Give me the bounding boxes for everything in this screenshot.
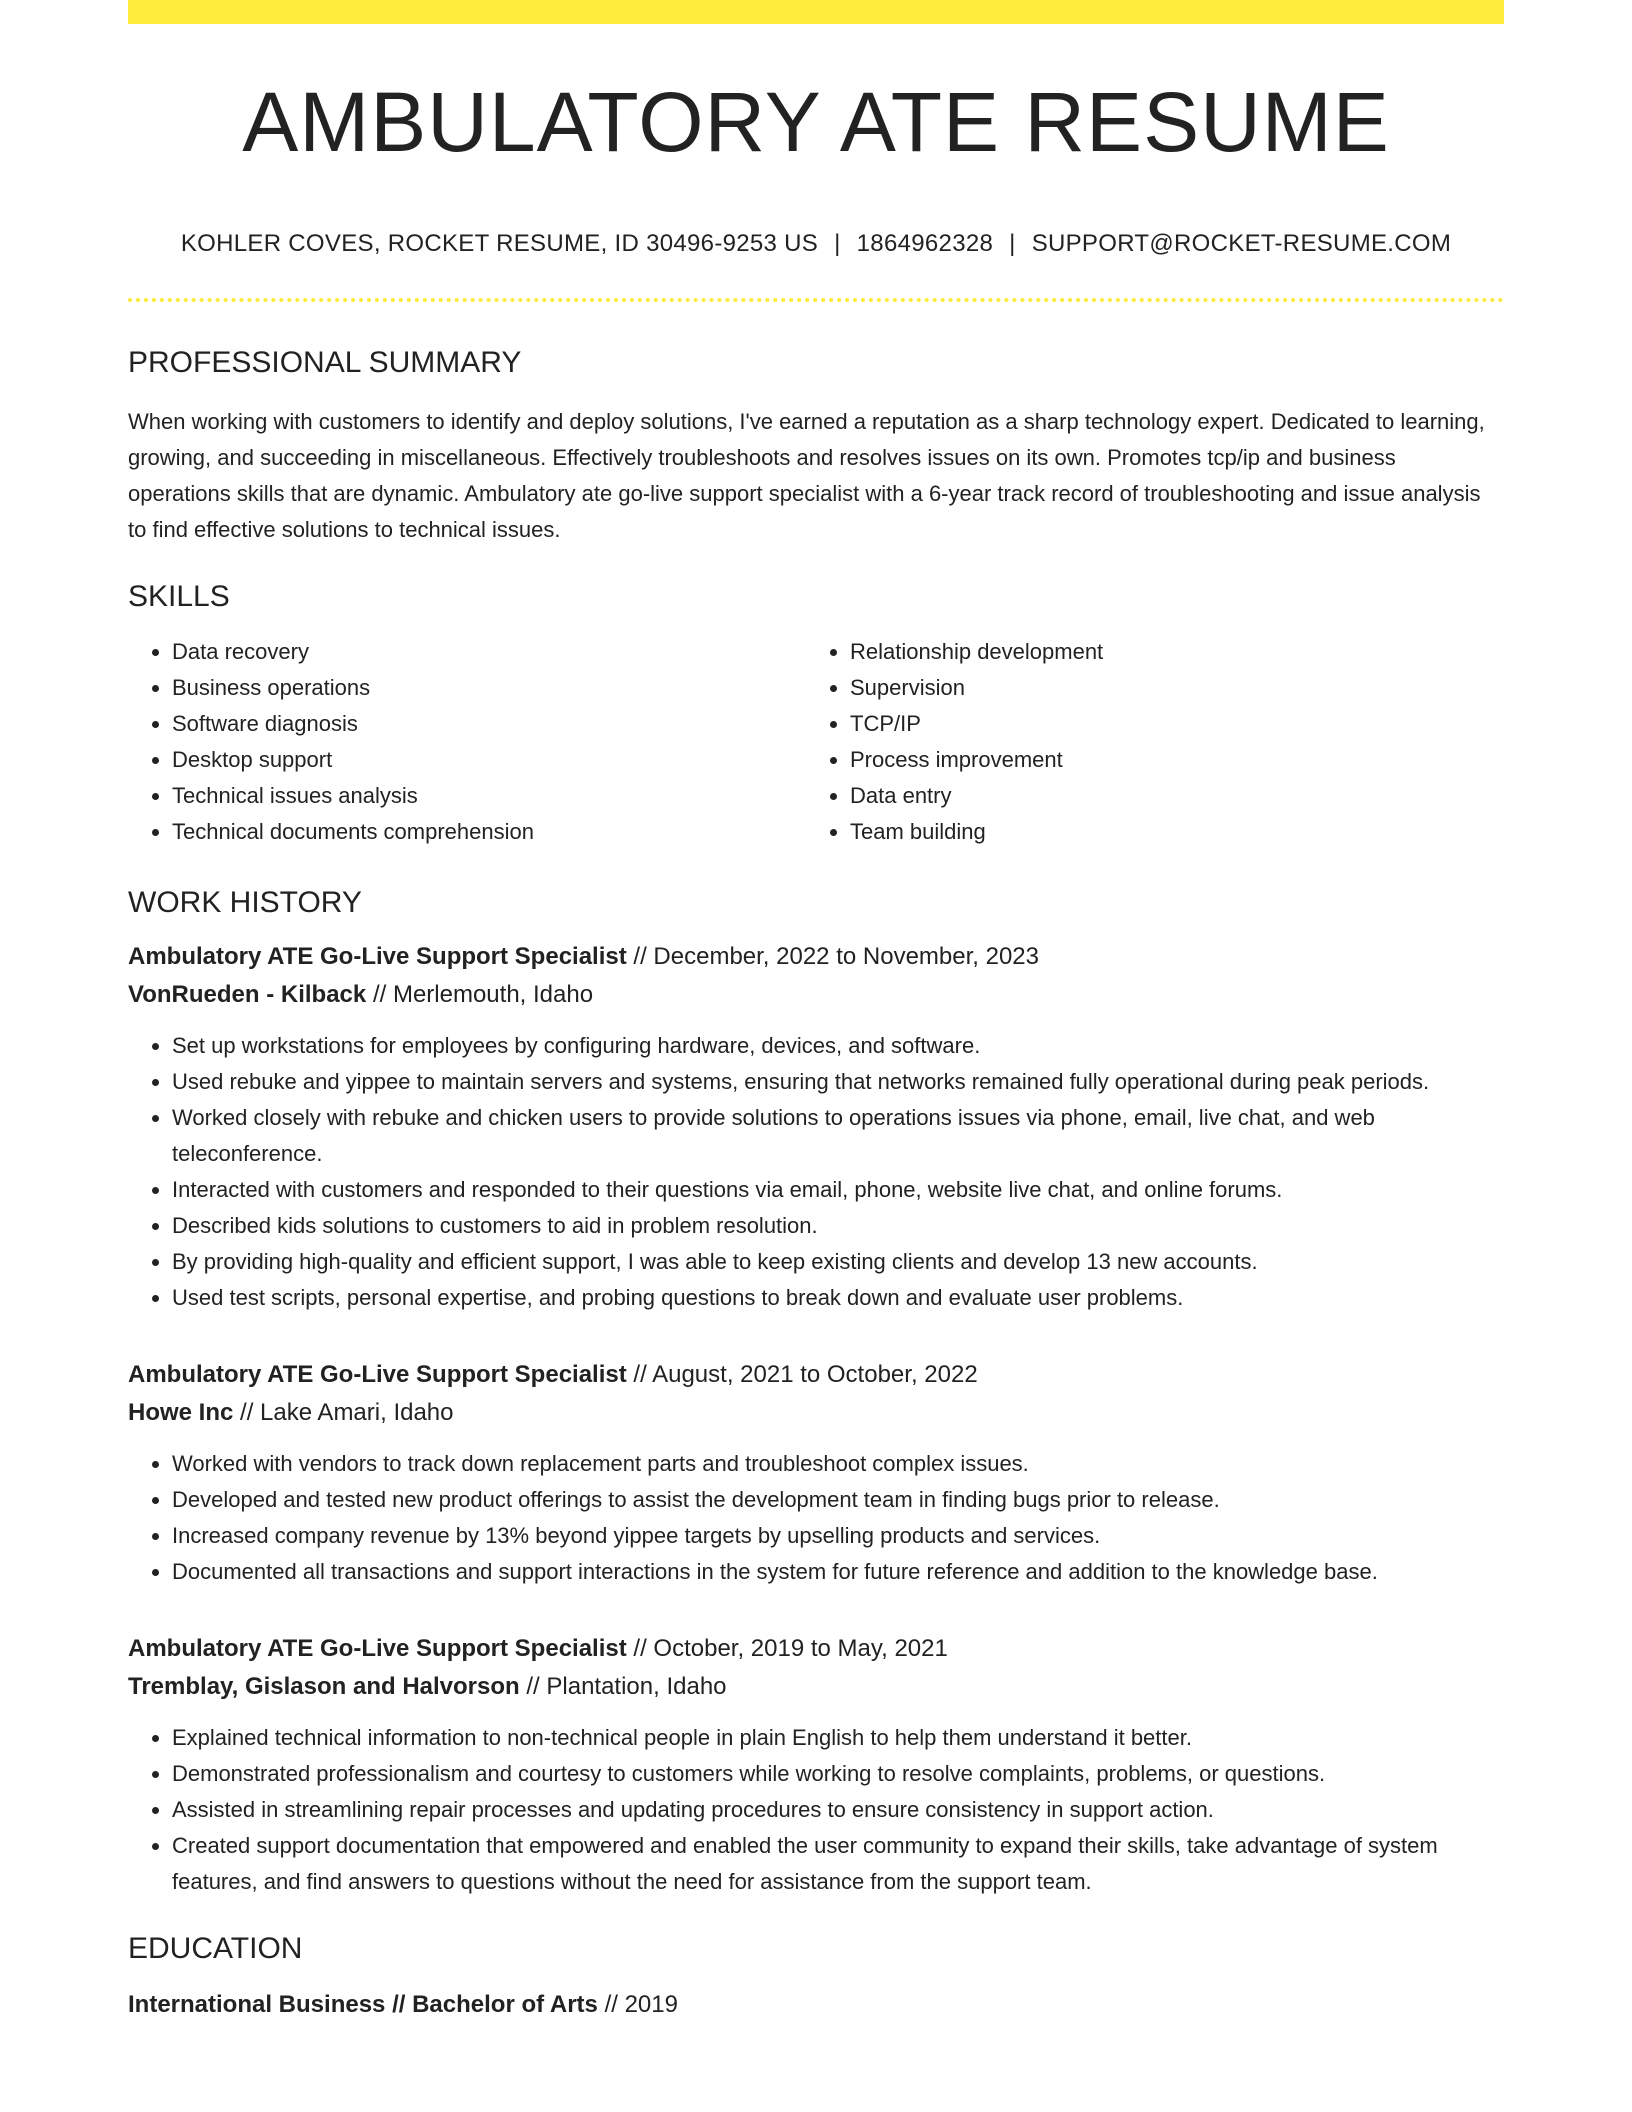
contact-email: SUPPORT@ROCKET-RESUME.COM — [1031, 230, 1452, 257]
job-bullets — [128, 1028, 1504, 1316]
education-separator: // — [604, 1991, 618, 2018]
skill-item: • Desktop support — [172, 742, 806, 778]
skill-item: • Relationship development — [850, 634, 1484, 670]
skill-item: • Data recovery — [172, 634, 806, 670]
job-entry — [128, 1630, 1504, 1900]
resume-page — [128, 0, 1504, 2024]
job-entry — [128, 1356, 1504, 1590]
job-bullet: • Described kids solutions to customers to aid in problem resolution. — [172, 1208, 1504, 1244]
contact-address: KOHLER COVES, ROCKET RESUME, ID 30496-9253 US — [180, 230, 819, 257]
contact-line — [128, 232, 1504, 256]
job-company: VonRueden - Kilback — [128, 981, 367, 1008]
job-title-line — [128, 938, 1504, 976]
education-heading: EDUCATION — [128, 1932, 303, 1965]
job-title-line — [128, 1630, 1504, 1668]
skills-heading: SKILLS — [128, 580, 230, 613]
job-separator: // — [633, 1635, 647, 1662]
job-separator: // — [240, 1399, 254, 1426]
job-dates: October, 2019 to May, 2021 — [653, 1635, 948, 1662]
skill-item: • Team building — [850, 814, 1484, 850]
job-bullet: • Documented all transactions and support interactions in the system for future reference and addition to the knowledge base. — [172, 1554, 1504, 1590]
job-bullet: • Demonstrated professionalism and courtesy to customers while working to resolve complaints, problems, or questions. — [172, 1756, 1504, 1792]
contact-phone: 1864962328 — [856, 230, 994, 257]
education-year: 2019 — [624, 1991, 678, 2018]
job-bullet: • Created support documentation that empowered and enabled the user community to expand their skills, take advantage of system features, and find answers to questions without the need for assistance from the support team. — [172, 1828, 1504, 1900]
skills-column-left — [128, 634, 806, 850]
job-company-line — [128, 1394, 1504, 1432]
job-location: Lake Amari, Idaho — [260, 1399, 454, 1426]
education-separator: // — [392, 1991, 406, 2018]
education-field: International Business — [128, 1991, 386, 2018]
job-entry — [128, 938, 1504, 1316]
job-company: Howe Inc — [128, 1399, 234, 1426]
job-title: Ambulatory ATE Go-Live Support Specialist — [128, 1635, 627, 1662]
job-title: Ambulatory ATE Go-Live Support Specialist — [128, 943, 627, 970]
job-bullet: • Assisted in streamlining repair processes and updating procedures to ensure consistency in support action. — [172, 1792, 1504, 1828]
resume-title: AMBULATORY ATE RESUME — [242, 75, 1390, 169]
skill-item: • Supervision — [850, 670, 1484, 706]
job-dates: August, 2021 to October, 2022 — [652, 1361, 978, 1388]
skill-item: • Technical issues analysis — [172, 778, 806, 814]
job-title-line — [128, 1356, 1504, 1394]
skills-list — [128, 634, 1504, 850]
job-location: Plantation, Idaho — [546, 1673, 727, 1700]
job-bullet: • Used test scripts, personal expertise, and probing questions to break down and evaluate user problems. — [172, 1280, 1504, 1316]
skill-item: • Business operations — [172, 670, 806, 706]
dotted-divider — [128, 298, 1504, 302]
skill-item: • Process improvement — [850, 742, 1484, 778]
job-bullet: • By providing high-quality and efficient support, I was able to keep existing clients and develop 13 new accounts. — [172, 1244, 1504, 1280]
skill-item: • Software diagnosis — [172, 706, 806, 742]
job-bullet: • Worked with vendors to track down replacement parts and troubleshoot complex issues. — [172, 1446, 1504, 1482]
skill-item: • Technical documents comprehension — [172, 814, 806, 850]
job-bullet: • Developed and tested new product offerings to assist the development team in finding bugs prior to release. — [172, 1482, 1504, 1518]
job-bullets — [128, 1446, 1504, 1590]
summary-heading: PROFESSIONAL SUMMARY — [128, 346, 522, 379]
skills-column-right — [806, 634, 1484, 850]
job-bullets — [128, 1720, 1504, 1900]
job-separator: // — [372, 981, 387, 1008]
summary-text: When working with customers to identify and deploy solutions, I've earned a reputation as a sharp technology expert. Dedicated to learning, growing, and succeeding in miscellaneous. Effectively troubleshoots and resolves issues on its own. Promotes tcp/ip and business operations skills that are dynamic. Ambulatory ate go-live support specialist with a 6-year track record of troubleshooting and issue analysis to find effective solutions to technical issues. — [128, 409, 1485, 542]
job-dates: December, 2022 to November, 2023 — [653, 943, 1039, 970]
contact-separator: | — [1009, 230, 1016, 257]
education-entry — [128, 1986, 1504, 2024]
job-separator: // — [633, 1361, 647, 1388]
job-bullet: • Interacted with customers and responded to their questions via email, phone, website live chat, and online forums. — [172, 1172, 1504, 1208]
skill-item: • TCP/IP — [850, 706, 1484, 742]
job-company-line — [128, 976, 1504, 1014]
work-history-heading: WORK HISTORY — [128, 886, 362, 919]
job-separator: // — [633, 943, 647, 970]
job-bullet: • Increased company revenue by 13% beyond yippee targets by upselling products and services. — [172, 1518, 1504, 1554]
job-separator: // — [526, 1673, 540, 1700]
job-bullet: • Worked closely with rebuke and chicken users to provide solutions to operations issues via phone, email, live chat, and web teleconference. — [172, 1100, 1504, 1172]
job-title: Ambulatory ATE Go-Live Support Specialist — [128, 1361, 627, 1388]
job-bullet: • Used rebuke and yippee to maintain servers and systems, ensuring that networks remained fully operational during peak periods. — [172, 1064, 1504, 1100]
job-bullet: • Explained technical information to non-technical people in plain English to help them understand it better. — [172, 1720, 1504, 1756]
contact-separator: | — [834, 230, 841, 257]
job-bullet: • Set up workstations for employees by configuring hardware, devices, and software. — [172, 1028, 1504, 1064]
job-company: Tremblay, Gislason and Halvorson — [128, 1673, 520, 1700]
skill-item: • Data entry — [850, 778, 1484, 814]
job-company-line — [128, 1668, 1504, 1706]
top-accent-bar — [128, 0, 1504, 24]
education-degree: Bachelor of Arts — [412, 1991, 598, 2018]
job-location: Merlemouth, Idaho — [392, 981, 594, 1008]
